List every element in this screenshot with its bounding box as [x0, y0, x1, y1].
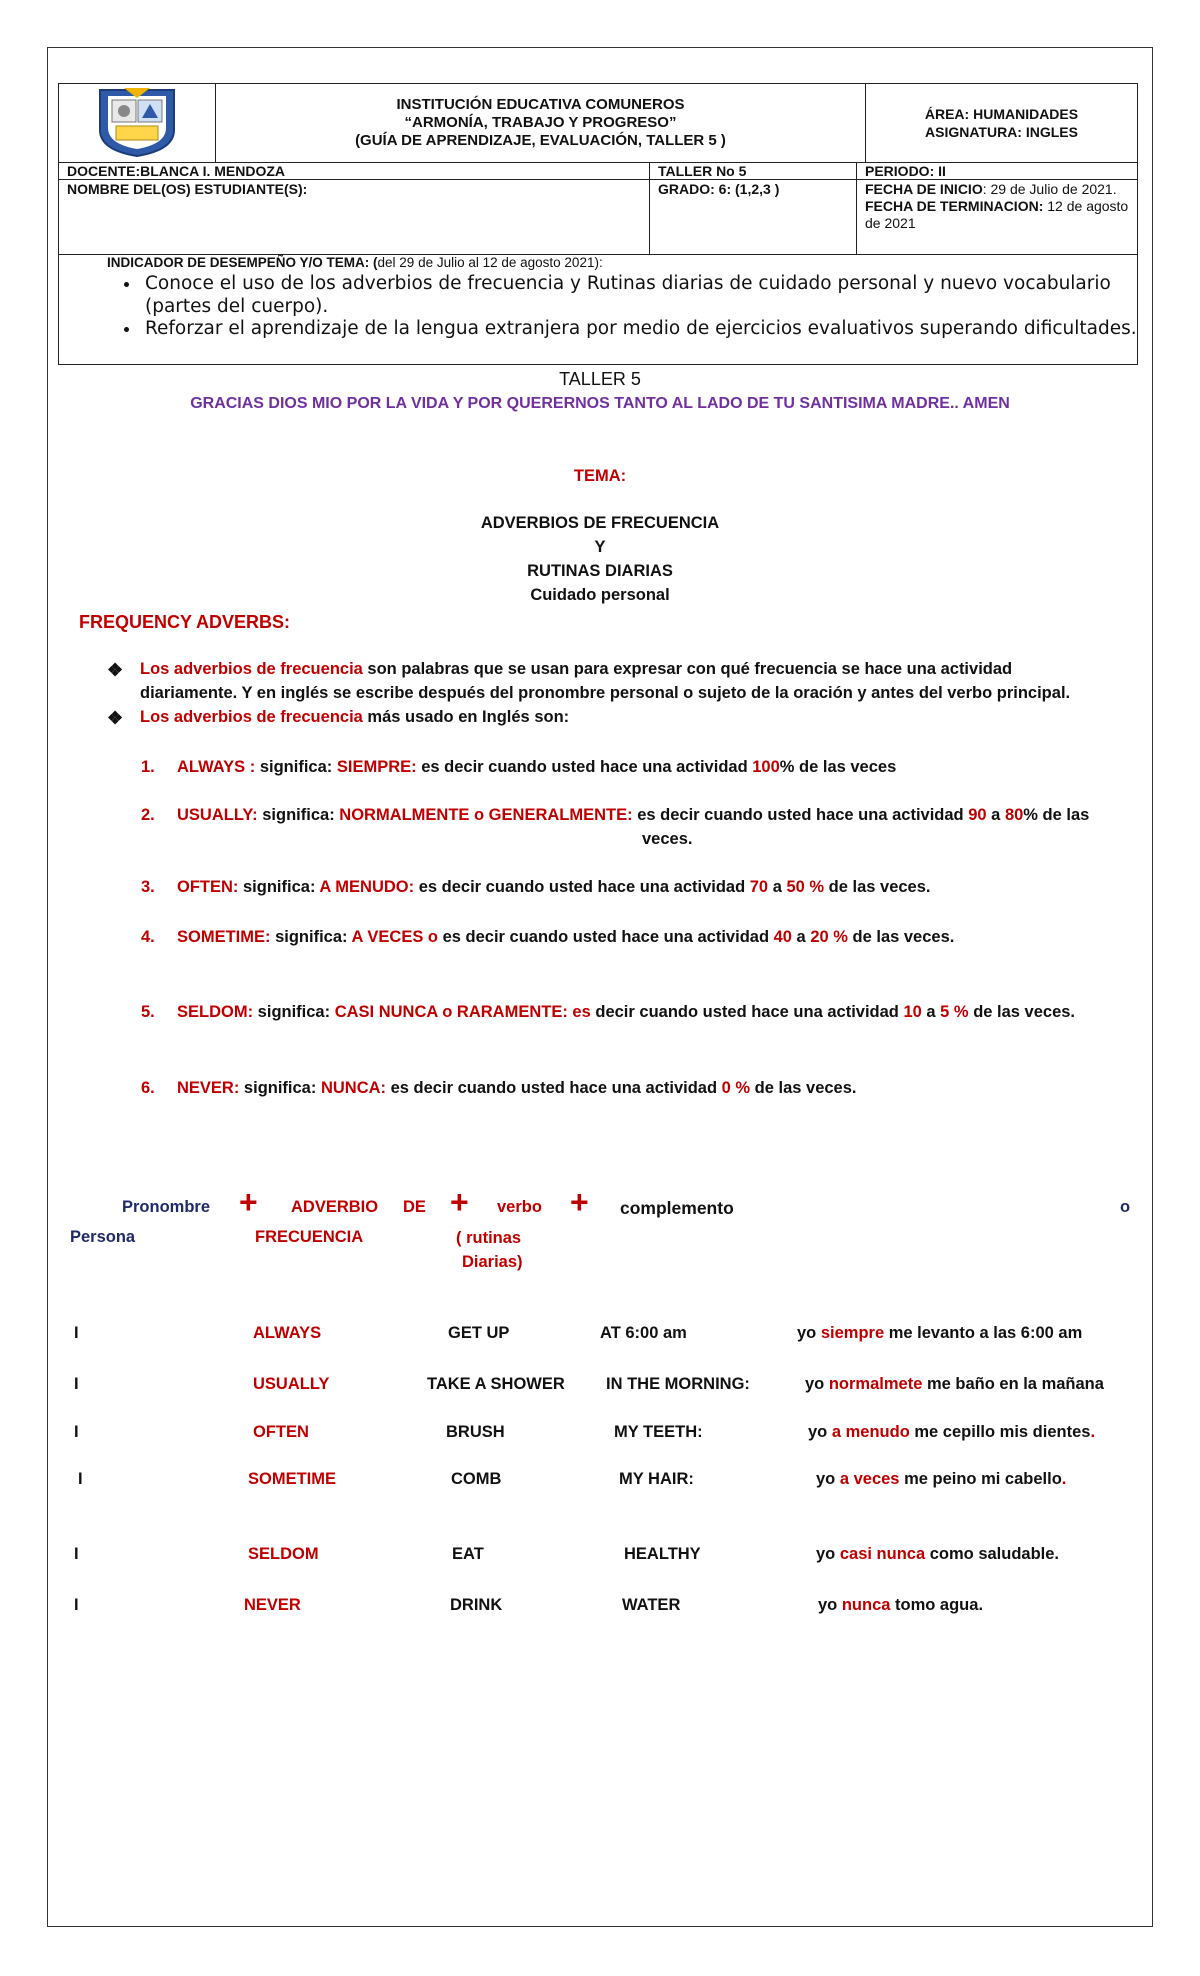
adverb-spanish: A VECES o — [351, 928, 438, 946]
tema-line-1: ADVERBIOS DE FRECUENCIA — [480, 514, 720, 532]
adverb-spanish: SIEMPRE: — [336, 758, 417, 776]
example-complement: WATER — [622, 1596, 681, 1614]
fecha-fin-label: FECHA DE TERMINACION: — [865, 198, 1044, 214]
example-pronoun: I — [74, 1375, 79, 1393]
example-verb: EAT — [452, 1545, 484, 1563]
indicador-item: • Conoce el uso de los adverbios de frecuencia y Rutinas diarias de cuidado personal y nuevo vocabulario (partes del cuerpo). — [141, 273, 1161, 318]
example-verb: TAKE A SHOWER — [427, 1375, 565, 1393]
example-complement: MY HAIR: — [619, 1470, 694, 1488]
grado-cell: GRADO: 6: (1,2,3 ) — [650, 180, 857, 255]
taller-title: TALLER 5 — [559, 369, 641, 389]
adverb-number: 5. — [141, 1003, 155, 1021]
formula-diarias: Diarias) — [462, 1253, 523, 1271]
example-pronoun: I — [74, 1545, 79, 1563]
adverb-percent-b: 5 % — [940, 1003, 969, 1021]
adverb-item: 6. NEVER: significa: NUNCA: es decir cuando usted hace una actividad 0 % de las veces. — [141, 1079, 857, 1097]
adverb-percent-a: 40 — [773, 928, 792, 946]
adverb-percent-a: 10 — [903, 1003, 922, 1021]
example-translation: yo nunca tomo agua. — [818, 1596, 984, 1614]
adverb-item-cont: veces. — [642, 830, 693, 848]
fecha-inicio-value: : 29 de Julio de 2021. — [982, 181, 1117, 197]
adverb-percent-a: 100 — [752, 758, 780, 776]
adverb-item: 2. USUALLY: significa: NORMALMENTE o GENERALMENTE: es decir cuando usted hace una actividad 90 a 80% de las — [141, 806, 1090, 824]
example-complement: MY TEETH: — [614, 1423, 703, 1441]
adverb-word: OFTEN: — [177, 878, 239, 896]
indicador-title: INDICADOR DE DESEMPEÑO Y/O TEMA: (del 29 de Julio al 12 de agosto 2021): — [107, 255, 603, 270]
plus-sign-icon: + — [570, 1184, 589, 1220]
adverb-word: NEVER: — [177, 1079, 240, 1097]
diamond-bullet-icon: ❖ — [107, 708, 124, 728]
institution-motto: “ARMONÍA, TRABAJO Y PROGRESO” — [404, 114, 677, 131]
formula-o: o — [1120, 1198, 1131, 1216]
example-translation: yo casi nunca como saludable. — [816, 1545, 1060, 1563]
logo-cell — [59, 84, 216, 163]
example-complement: IN THE MORNING: — [606, 1375, 750, 1393]
subject-label: ASIGNATURA: INGLES — [925, 124, 1078, 140]
tema-line-2: Y — [594, 538, 606, 556]
formula-persona: Persona — [70, 1228, 136, 1246]
example-adverb: SELDOM — [248, 1545, 319, 1563]
example-verb: COMB — [451, 1470, 502, 1488]
adverb-spanish: CASI NUNCA o RARAMENTE: es — [334, 1003, 591, 1021]
example-verb: DRINK — [450, 1596, 503, 1614]
example-verb: BRUSH — [446, 1423, 505, 1441]
adverb-percent-a: 70 — [749, 878, 769, 896]
tema-line-4: Cuidado personal — [530, 586, 670, 604]
info-table — [58, 162, 1138, 255]
tema-label: TEMA: — [573, 467, 627, 485]
adverb-word: SOMETIME: — [177, 928, 271, 946]
area-cell — [866, 84, 1138, 163]
example-translation: yo a menudo me cepillo mis dientes. — [808, 1423, 1096, 1441]
plus-sign-icon: + — [239, 1184, 258, 1220]
example-adverb: ALWAYS — [253, 1324, 322, 1342]
students-cell: NOMBRE DEL(OS) ESTUDIANTE(S): — [59, 180, 650, 255]
example-adverb: OFTEN — [253, 1423, 309, 1441]
periodo-cell: PERIODO: II — [857, 163, 1138, 180]
adverb-number: 3. — [141, 878, 155, 896]
formula-complemento: complemento — [620, 1198, 734, 1218]
adverb-spanish: NUNCA: — [320, 1079, 387, 1097]
adverb-percent-b: 20 % — [810, 928, 848, 946]
example-pronoun: I — [74, 1423, 79, 1441]
adverb-item: 3. OFTEN: significa: A MENUDO: es decir cuando usted hace una actividad 70 a 50 % de las veces. — [141, 878, 931, 896]
diamond-bullet-icon: ❖ — [107, 660, 124, 680]
fecha-inicio-label: FECHA DE INICIO — [865, 181, 983, 197]
indicador-item: • Reforzar el aprendizaje de la lengua extranjera por medio de ejercicios evaluativos superando dificultades. — [141, 318, 1161, 341]
example-adverb: USUALLY — [253, 1375, 330, 1393]
formula-adverbio: ADVERBIO — [291, 1198, 379, 1216]
example-complement: AT 6:00 am — [600, 1324, 687, 1342]
bullet-1: ❖ Los adverbios de frecuencia son palabras que se usan para expresar con qué frecuencia se hace una actividad — [107, 660, 1013, 680]
prayer-text: GRACIAS DIOS MIO POR LA VIDA Y POR QUERERNOS TANTO AL LADO DE TU SANTISIMA MADRE.. AMEN — [190, 395, 1010, 412]
adverb-percent-b: 50 % — [786, 878, 825, 896]
school-crest-logo — [94, 86, 180, 158]
adverb-number: 4. — [141, 928, 155, 946]
example-pronoun: I — [78, 1470, 83, 1488]
institution-name: INSTITUCIÓN EDUCATIVA COMUNEROS — [396, 96, 685, 113]
area-label: ÁREA: HUMANIDADES — [924, 106, 1079, 122]
tema-line-3: RUTINAS DIARIAS — [527, 562, 673, 580]
bullet-1-cont: diariamente. Y en inglés se escribe después del pronombre personal o sujeto de la oración y antes del verbo principal. — [140, 684, 1071, 702]
adverb-percent-b: 80 — [1004, 806, 1024, 824]
adverb-word: SELDOM: — [177, 1003, 254, 1021]
example-translation: yo normalmete me baño en la mañana — [805, 1375, 1104, 1393]
fecha-fin-value: 12 de agosto de 2021 — [865, 198, 1129, 231]
plus-sign-icon: + — [450, 1184, 469, 1220]
example-translation: yo siempre me levanto a las 6:00 am — [797, 1324, 1083, 1342]
adverb-item: 5. SELDOM: significa: CASI NUNCA o RARAMENTE: es decir cuando usted hace una actividad 10 a 5 % de las veces. — [141, 1003, 1076, 1021]
adverb-percent-a: 90 — [968, 806, 987, 824]
docente-cell: DOCENTE:BLANCA I. MENDOZA — [59, 163, 650, 180]
indicador-list — [105, 273, 1161, 341]
formula-rutinas: ( rutinas — [456, 1229, 522, 1247]
example-translation: yo a veces me peino mi cabello. — [816, 1470, 1067, 1488]
adverb-word: ALWAYS : — [177, 758, 256, 776]
adverb-spanish: A MENUDO: — [319, 878, 415, 896]
formula-pronombre: Pronombre — [122, 1198, 211, 1216]
adverb-item: 1. ALWAYS : significa: SIEMPRE: es decir cuando usted hace una actividad 100% de las veces — [141, 758, 897, 776]
adverb-percent-a: 0 % — [721, 1079, 751, 1097]
adverb-item: 4. SOMETIME: significa: A VECES o es decir cuando usted hace una actividad 40 a 20 % de las veces. — [141, 928, 955, 946]
example-pronoun: I — [74, 1596, 79, 1614]
header-table — [58, 83, 1138, 163]
guide-title: (GUÍA DE APRENDIZAJE, EVALUACIÓN, TALLER 5 ) — [355, 132, 726, 149]
example-adverb: NEVER — [244, 1596, 301, 1614]
bullet-2: ❖ Los adverbios de frecuencia más usado en Inglés son: — [107, 708, 570, 728]
indicador-box — [58, 253, 1138, 365]
fechas-cell — [857, 180, 1138, 255]
taller-no-cell: TALLER No 5 — [650, 163, 857, 180]
example-verb: GET UP — [448, 1324, 510, 1342]
institution-cell — [216, 84, 866, 163]
adverb-word: USUALLY: — [177, 806, 258, 824]
formula-frecuencia: FRECUENCIA — [255, 1228, 364, 1246]
example-complement: HEALTHY — [624, 1545, 701, 1563]
adverb-number: 6. — [141, 1079, 155, 1097]
formula-verbo: verbo — [497, 1198, 542, 1216]
section-title: FREQUENCY ADVERBS: — [79, 612, 291, 632]
adverb-spanish: NORMALMENTE o GENERALMENTE: — [339, 806, 633, 824]
example-adverb: SOMETIME — [248, 1470, 337, 1488]
adverb-number: 1. — [141, 758, 155, 776]
example-pronoun: I — [74, 1324, 79, 1342]
formula-de: DE — [403, 1198, 426, 1216]
adverb-number: 2. — [141, 806, 155, 824]
